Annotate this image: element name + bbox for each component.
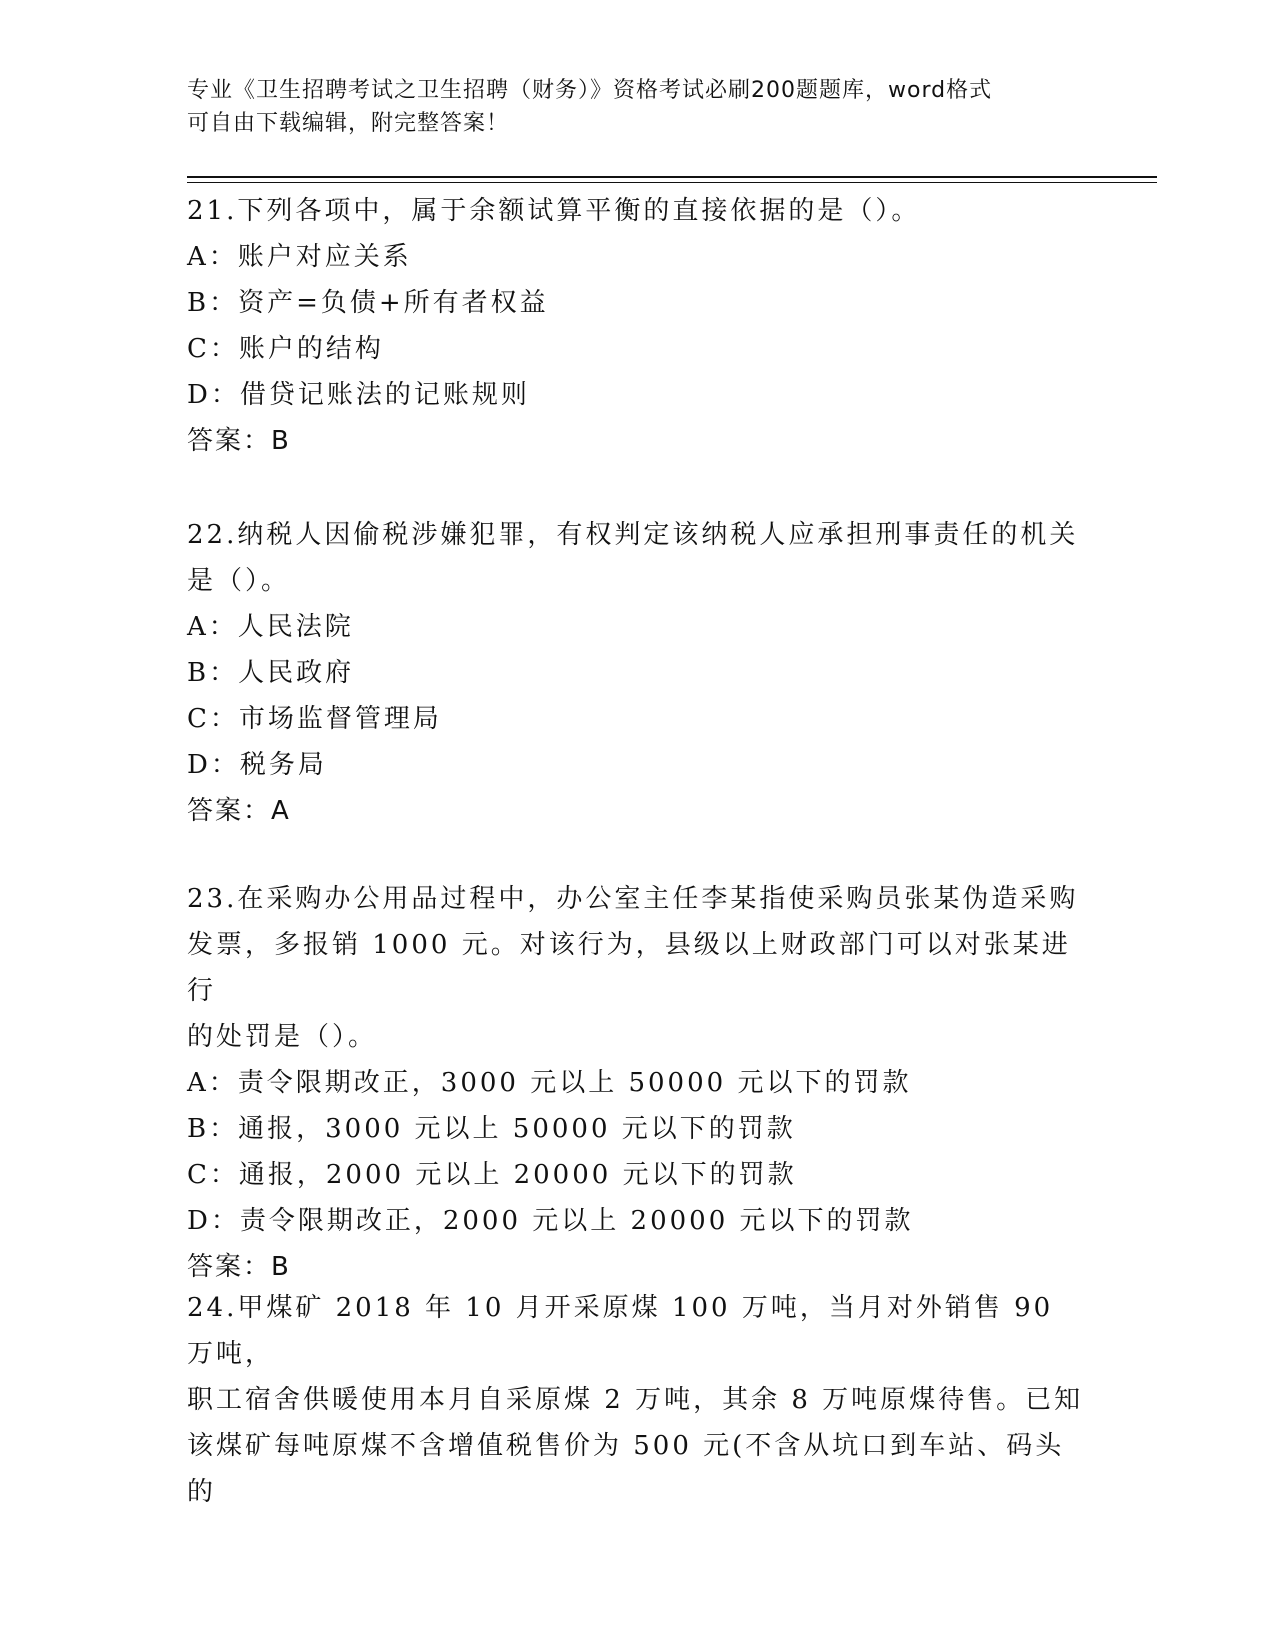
question-stem-line: 是（）。 — [187, 566, 291, 596]
answer-line: 答案：B — [187, 426, 291, 456]
answer-line: 答案：A — [187, 796, 291, 826]
header-rule-thin — [187, 182, 1157, 183]
header-line-1: 专业《卫生招聘考试之卫生招聘（财务）》资格考试必刷200题题库，word格式 — [187, 78, 993, 103]
option-b: B：通报，3000 元以上 50000 元以下的罚款 — [187, 1114, 796, 1144]
answer-line: 答案：B — [187, 1252, 291, 1282]
header-rule-thick — [187, 176, 1157, 178]
option-d: D：责令限期改正，2000 元以上 20000 元以下的罚款 — [187, 1206, 914, 1236]
option-b: B：人民政府 — [187, 658, 355, 688]
question-stem-line: 24.甲煤矿 2018 年 10 月开采原煤 100 万吨，当月对外销售 90 万吨， — [187, 1293, 1054, 1369]
question-stem-line: 23.在采购办公用品过程中，办公室主任李某指使采购员张某伪造采购 — [187, 884, 1079, 914]
question-24 — [187, 1285, 1087, 1515]
header-line-2: 可自由下载编辑，附完整答案！ — [187, 111, 510, 136]
option-a: A：人民法院 — [187, 612, 354, 642]
question-stem-line: 职工宿舍供暖使用本月自采原煤 2 万吨，其余 8 万吨原煤待售。已知 — [187, 1385, 1084, 1415]
option-b: B：资产=负债+所有者权益 — [187, 288, 549, 318]
option-c: C：市场监督管理局 — [187, 704, 442, 734]
document-header — [187, 74, 1087, 140]
question-stem-line: 发票，多报销 1000 元。对该行为，县级以上财政部门可以对张某进行 — [187, 930, 1071, 1006]
question-stem-line: 该煤矿每吨原煤不含增值税售价为 500 元(不含从坑口到车站、码头的 — [187, 1431, 1065, 1507]
option-c: C：账户的结构 — [187, 334, 384, 364]
question-stem-line: 21.下列各项中，属于余额试算平衡的直接依据的是（）。 — [187, 196, 921, 226]
option-d: D：借贷记账法的记账规则 — [187, 380, 530, 410]
option-a: A：责令限期改正，3000 元以上 50000 元以下的罚款 — [187, 1068, 912, 1098]
option-a: A：账户对应关系 — [187, 242, 412, 272]
question-21 — [187, 188, 1087, 464]
question-stem-line: 的处罚是（）。 — [187, 1022, 378, 1052]
question-22 — [187, 512, 1087, 834]
question-23 — [187, 876, 1087, 1290]
option-c: C：通报，2000 元以上 20000 元以下的罚款 — [187, 1160, 797, 1190]
option-d: D：税务局 — [187, 750, 327, 780]
question-stem-line: 22.纳税人因偷税涉嫌犯罪，有权判定该纳税人应承担刑事责任的机关 — [187, 520, 1079, 550]
